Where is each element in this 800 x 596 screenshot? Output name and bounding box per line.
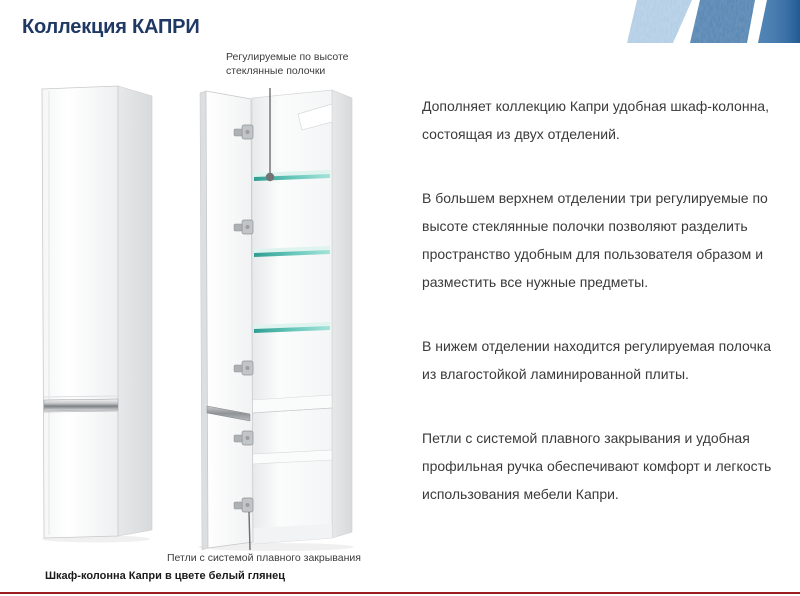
annotation-glass-shelves [226,51,376,78]
chrome-handle [44,399,118,412]
body-paragraph: В нижем отделении находится регулируемая полочка из влагостойкой ламинированной плиты. [422,338,772,382]
stripe-dark [758,0,800,43]
pointer-line-bottom [249,512,250,550]
cabinet-open [200,88,352,550]
annotation-glass-shelves-line2: стеклянные полочки [226,64,326,77]
open-door [200,91,253,550]
stripe-medium [690,0,755,43]
cabinets-figure [30,80,370,558]
pointer-dot [266,173,274,181]
body-paragraph: Петли с системой плавного закрывания и удобная профильная ручка обеспечивают комфорт и легкость использования мебели Капри. [422,430,772,502]
stripe-light [627,0,692,43]
annotation-glass-shelves-line1: Регулируемые по высоте [226,51,349,63]
figure-caption: Шкаф-колонна Капри в цвете белый глянец [45,570,286,582]
page-title: Коллекция КАПРИ [22,16,200,38]
body-paragraph: Дополняет коллекцию Капри удобная шкаф-колонна, состоящая из двух отделений. [422,98,769,142]
cabinet-closed [42,86,152,538]
body-paragraph: В большем верхнем отделении три регулируемые по высоте стеклянные полочки позволяют разделить пространство удобным для пользователя образом и разместить все нужные предметы. [422,190,768,290]
annotation-hinges: Петли с системой плавного закрывания [167,552,361,564]
body-text [422,92,784,544]
corner-stripes-decoration [560,0,800,43]
bottom-accent-line [0,592,800,594]
